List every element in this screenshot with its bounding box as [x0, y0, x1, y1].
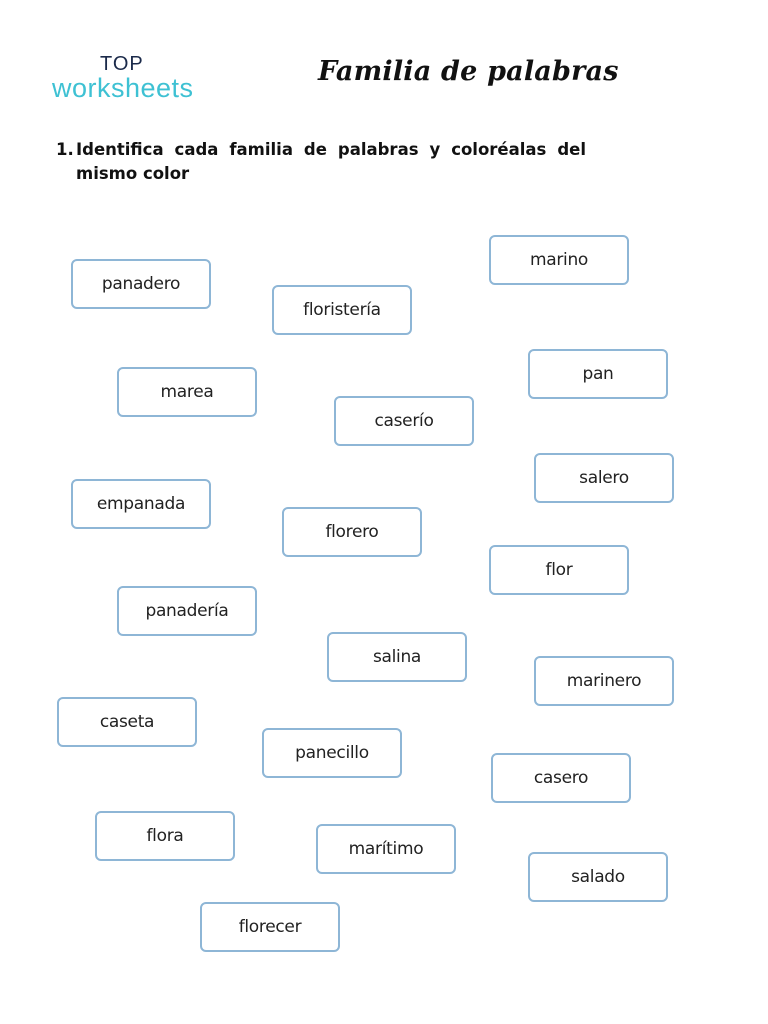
word-card-florero[interactable]: florero — [282, 507, 422, 557]
word-card-caseta[interactable]: caseta — [57, 697, 197, 747]
word-card-floristeria[interactable]: floristería — [272, 285, 412, 335]
word-card-casero[interactable]: casero — [491, 753, 631, 803]
logo-top-text: TOP — [100, 53, 144, 75]
word-card-pan[interactable]: pan — [528, 349, 668, 399]
word-card-panadero[interactable]: panadero — [71, 259, 211, 309]
instruction — [56, 138, 586, 186]
word-card-florecer[interactable]: florecer — [200, 902, 340, 952]
word-card-marinero[interactable]: marinero — [534, 656, 674, 706]
word-card-marino[interactable]: marino — [489, 235, 629, 285]
top-worksheets-logo — [52, 54, 194, 102]
word-card-panecillo[interactable]: panecillo — [262, 728, 402, 778]
word-card-panaderia[interactable]: panadería — [117, 586, 257, 636]
word-card-salado[interactable]: salado — [528, 852, 668, 902]
word-card-maritimo[interactable]: marítimo — [316, 824, 456, 874]
word-card-flor[interactable]: flor — [489, 545, 629, 595]
logo-worksheets-text: worksheets — [52, 73, 194, 103]
word-card-flora[interactable]: flora — [95, 811, 235, 861]
word-card-marea[interactable]: marea — [117, 367, 257, 417]
page-title: Familia de palabras — [318, 56, 619, 87]
word-card-salina[interactable]: salina — [327, 632, 467, 682]
word-card-salero[interactable]: salero — [534, 453, 674, 503]
instruction-text: Identifica cada familia de palabras y coloréalas del mismo color — [76, 140, 586, 183]
word-card-empanada[interactable]: empanada — [71, 479, 211, 529]
word-card-caserio[interactable]: caserío — [334, 396, 474, 446]
instruction-number: 1. — [56, 140, 74, 159]
